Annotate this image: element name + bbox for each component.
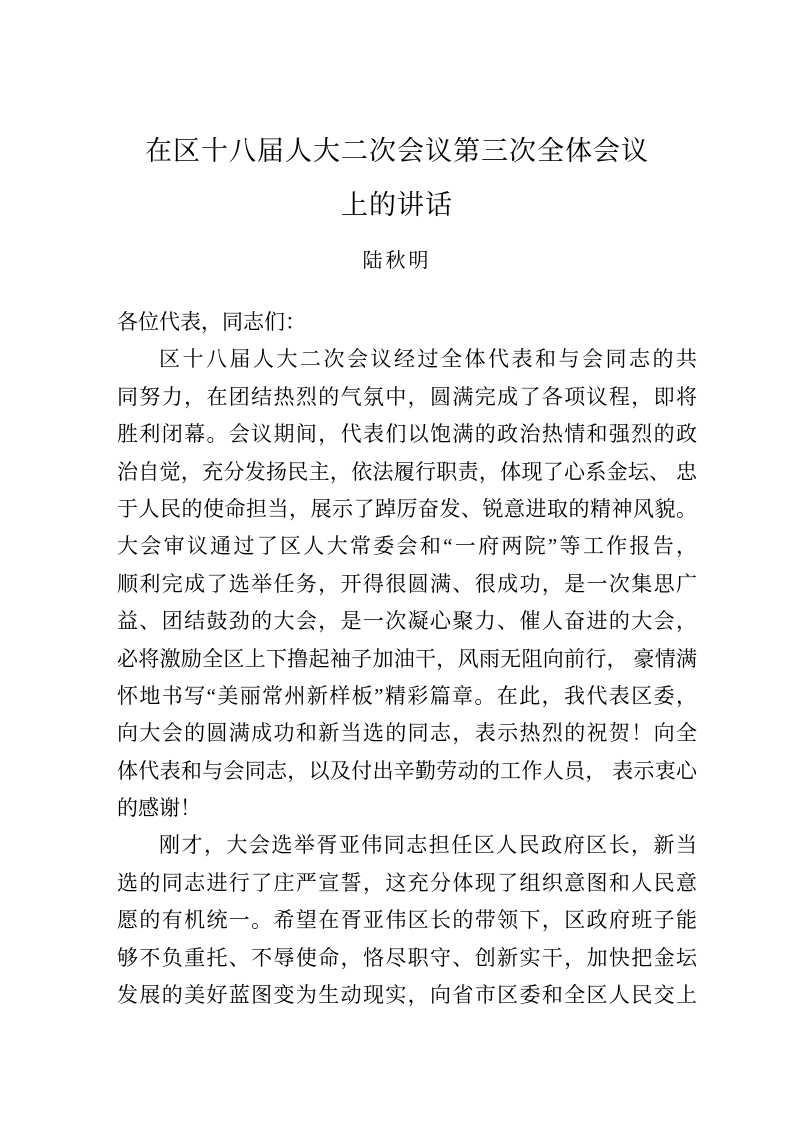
body-line: 怀地书写“美丽常州新样板”精彩篇章。在此，我代表区委， xyxy=(117,683,697,708)
document-title xyxy=(107,124,687,232)
author-byline: 陆秋明 xyxy=(362,250,432,272)
body-line: 益、团结鼓劲的大会，是一次凝心聚力、催人奋进的大会， xyxy=(117,609,697,634)
document-body xyxy=(117,304,697,1014)
body-line: 胜利闭幕。会议期间，代表们以饱满的政治热情和强烈的政 xyxy=(117,422,697,447)
title-line-2: 上的讲话 xyxy=(341,190,453,220)
body-line: 愿的有机统一。希望在胥亚伟区长的带领下，区政府班子能 xyxy=(117,908,697,933)
body-line: 顺利完成了选举任务，开得很圆满、很成功，是一次集思广 xyxy=(117,571,697,596)
body-line: 体代表和与会同志，以及付出辛勤劳动的工作人员， 表示衷心 xyxy=(117,758,697,783)
body-line: 同努力，在团结热烈的气氛中，圆满完成了各项议程，即将 xyxy=(117,384,697,409)
body-line: 区十八届人大二次会议经过全体代表和与会同志的共 xyxy=(159,347,697,372)
body-line: 大会审议通过了区人大常委会和“一府两院”等工作报告， xyxy=(117,534,697,559)
body-line: 各位代表，同志们： xyxy=(117,310,306,334)
body-line: 必将激励全区上下撸起袖子加油干，风雨无阻向前行， 豪情满 xyxy=(117,646,697,671)
body-line: 刚才，大会选举胥亚伟同志担任区人民政府区长，新当 xyxy=(159,833,697,858)
body-line: 的感谢！ xyxy=(117,796,201,821)
body-line: 治自觉，充分发扬民主，依法履行职责，体现了心系金坛、 忠 xyxy=(117,459,697,484)
body-line: 于人民的使命担当，展示了踔厉奋发、锐意进取的精神风貌。 xyxy=(117,496,697,521)
body-line: 选的同志进行了庄严宣誓，这充分体现了组织意图和人民意 xyxy=(117,870,697,895)
body-line: 发展的美好蓝图变为生动现实，向省市区委和全区人民交上 xyxy=(117,983,697,1008)
title-line-1: 在区十八届人大二次会议第三次全体会议 xyxy=(145,136,649,166)
body-line: 向大会的圆满成功和新当选的同志，表示热烈的祝贺！向全 xyxy=(117,721,697,746)
body-line: 够不负重托、不辱使命，恪尽职守、创新实干，加快把金坛 xyxy=(117,945,697,970)
